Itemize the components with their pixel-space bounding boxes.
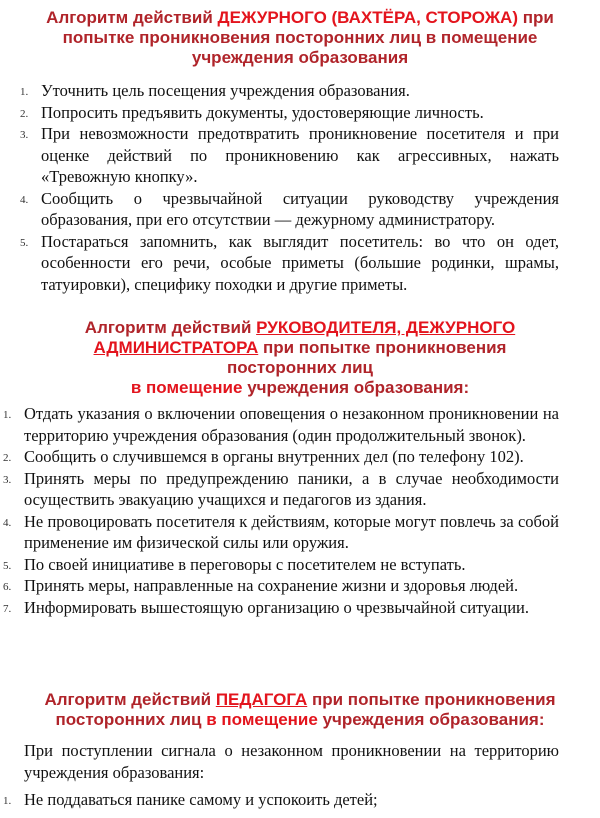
role-highlight: АДМИНИСТРАТОРА (93, 338, 259, 357)
item-text: По своей инициативе в переговоры с посетителем не вступать. (24, 554, 466, 574)
item-number: 5. (20, 236, 29, 249)
section-2-heading (0, 318, 600, 398)
item-number: 3. (20, 129, 29, 141)
item-number: 3. (3, 473, 12, 486)
item-text: Уточнить цель посещения учреждения образования. (41, 81, 410, 100)
item-number: 4. (20, 193, 29, 206)
item-text: Попросить предъявить документы, удостоверяющие личность. (41, 102, 484, 122)
item-number: 4. (3, 516, 12, 529)
item-text: Принять меры по предупреждению паники, а в случае необходимости осуществить эвакуацию учащихся и педагогов из здания. (24, 468, 559, 509)
section-1-list (0, 80, 600, 295)
list-item (0, 575, 600, 597)
section-3-list (0, 789, 600, 811)
role-highlight: ДЕЖУРНОГО (ВАХТЁРА, СТОРОЖА) (217, 8, 518, 27)
item-text: Сообщить о случившемся в органы внутренних дел (по телефону 102). (24, 447, 524, 466)
list-item (0, 597, 600, 619)
list-item (0, 468, 600, 511)
section-1-heading-line-1: Алгоритм действий ДЕЖУРНОГО (ВАХТЁРА, СТОРОЖА) при (46, 8, 554, 27)
item-text: Информировать вышестоящую организацию о чрезвычайной ситуации. (24, 597, 530, 617)
item-text: Постараться запомнить, как выглядит посетитель: во что он одет, особенности его речи, особые приметы (большие родинки, шрамы, татуировки), специфику походки и другие приметы. (41, 231, 559, 294)
list-item (0, 188, 600, 231)
item-number: 5. (3, 559, 12, 572)
list-item (0, 80, 600, 102)
item-text: Не поддаваться панике самому и успокоить детей; (24, 790, 378, 809)
item-number: 2. (3, 452, 12, 464)
item-number: 7. (3, 602, 12, 615)
item-number: 1. (20, 86, 29, 98)
section-3-heading-line-2: посторонних лиц в помещение учреждения образования: (55, 710, 545, 729)
list-item (0, 231, 600, 296)
item-number: 6. (3, 581, 12, 593)
list-item (0, 102, 600, 124)
item-text: Отдать указания о включении оповещения о незаконном проникновении на территорию учреждения образования (один продолжительный звонок). (24, 404, 559, 445)
list-item (0, 446, 600, 468)
section-2-heading-line-4: в помещение учреждения образования: (130, 378, 470, 397)
item-text: Не провоцировать посетителя к действиям, которые могут повлечь за собой применение им физической силы или оружия. (24, 511, 559, 552)
list-item (0, 511, 600, 554)
role-highlight: РУКОВОДИТЕЛЯ, ДЕЖУРНОГО (256, 318, 516, 337)
list-item (0, 123, 600, 188)
item-text: Сообщить о чрезвычайной ситуации руководству учреждения образования, при его отсутствии — дежурному администратору. (41, 188, 559, 229)
section-3-heading (0, 690, 600, 730)
section-1-heading (0, 8, 600, 68)
section-1-heading-line-2: попытке проникновения посторонних лиц в помещение (62, 28, 538, 47)
item-number: 1. (3, 795, 12, 807)
list-item (0, 554, 600, 576)
section-2-list (0, 403, 600, 618)
list-item (0, 789, 600, 811)
section-2-heading-line-1: Алгоритм действий РУКОВОДИТЕЛЯ, ДЕЖУРНОГО (84, 318, 516, 337)
item-number: 2. (20, 107, 29, 120)
place-highlight: в помещение (206, 710, 318, 729)
item-text: Принять меры, направленные на сохранение жизни и здоровья людей. (24, 576, 519, 595)
item-text: При невозможности предотвратить проникновение посетителя и при оценке действий по проникновению как агрессивных, нажать «Тревожную кнопку». (41, 124, 559, 186)
list-item (0, 403, 600, 446)
section-1-heading-line-3: учреждения образования (191, 48, 409, 67)
role-highlight: ПЕДАГОГА (215, 690, 308, 709)
place-highlight: в помещение (130, 378, 243, 397)
section-2-heading-line-2: АДМИНИСТРАТОРА при попытке проникновения (93, 338, 507, 357)
section-3-heading-line-1: Алгоритм действий ПЕДАГОГА при попытке проникновения (44, 690, 556, 709)
section-3-intro: При поступлении сигнала о незаконном проникновении на территорию учреждения образования: (24, 741, 559, 782)
item-number: 1. (3, 409, 12, 421)
section-2-heading-line-3: посторонних лиц (226, 358, 373, 377)
